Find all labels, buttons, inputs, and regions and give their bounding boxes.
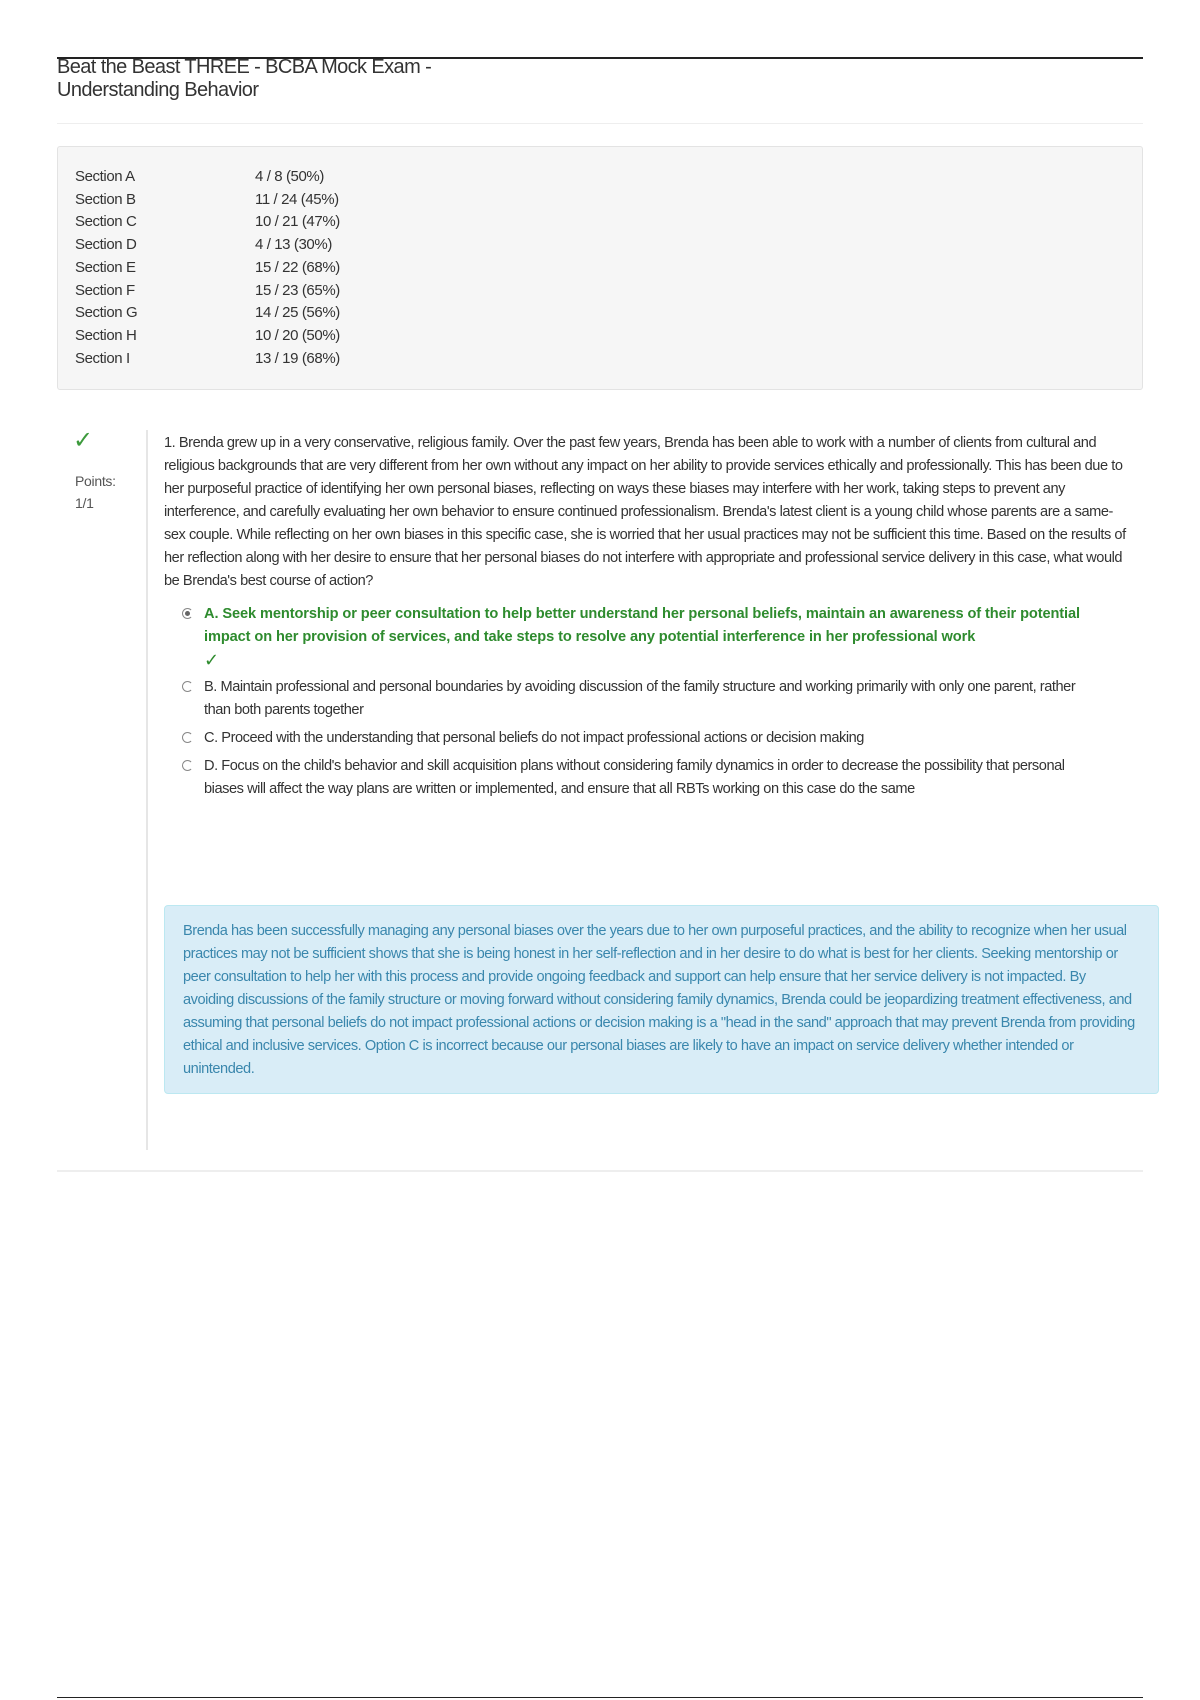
table-row bbox=[75, 165, 340, 188]
title-divider bbox=[57, 123, 1143, 124]
radio-icon[interactable] bbox=[182, 681, 193, 692]
answer-option-label: D. Focus on the child's behavior and skill acquisition plans without considering family dynamics in order to decrease the possibility that personal biases will affect the way plans are written or implemented, and ensure that all RBTs working on this case do the same bbox=[204, 758, 1065, 797]
section-score: 15 / 23 (65%) bbox=[255, 281, 340, 299]
question-divider bbox=[146, 430, 148, 1150]
section-score: 14 / 25 (56%) bbox=[255, 304, 340, 322]
section-name: Section E bbox=[75, 258, 136, 276]
section-name: Section H bbox=[75, 327, 137, 345]
table-row bbox=[75, 302, 340, 325]
points-value: 1/1 bbox=[75, 495, 94, 511]
section-results-panel bbox=[57, 146, 1143, 390]
question-end-divider bbox=[57, 1170, 1143, 1172]
section-score: 13 / 19 (68%) bbox=[255, 349, 340, 367]
table-row bbox=[75, 279, 340, 302]
table-row bbox=[75, 324, 340, 347]
section-score: 11 / 24 (45%) bbox=[255, 190, 339, 208]
section-score: 4 / 13 (30%) bbox=[255, 236, 332, 254]
exam-title bbox=[57, 56, 657, 102]
answer-option-label: B. Maintain professional and personal boundaries by avoiding discussion of the family structure and working primarily with only one parent, rather than both parents together bbox=[204, 679, 1076, 718]
answer-option-label: A. Seek mentorship or peer consultation to help better understand her personal beliefs, maintain an awareness of their potential impact on her provision of services, and take steps to resolve any potential interference in her professional work bbox=[204, 606, 1080, 645]
answer-option-label: C. Proceed with the understanding that personal beliefs do not impact professional actions or decision making bbox=[204, 730, 864, 746]
section-score: 10 / 21 (47%) bbox=[255, 213, 340, 231]
radio-selected-icon[interactable] bbox=[182, 608, 193, 619]
answer-option-c[interactable] bbox=[164, 727, 1104, 750]
correct-check-icon: ✓ bbox=[73, 427, 94, 454]
points-label: Points: bbox=[75, 473, 116, 489]
table-row bbox=[75, 256, 340, 279]
section-score: 15 / 22 (68%) bbox=[255, 258, 340, 276]
answer-explanation: Brenda has been successfully managing any personal biases over the years due to her own purposeful practices, and the ability to recognize when her usual practices may not be sufficient shows that she is being honest in her self-reflection and in her desire to do what is best for her clients. Seeking mentorship or peer consultation to help her with this process and provide ongoing feedback and support can help ensure that her service delivery is not impacted. By avoiding discussions of the family structure or moving forward without considering family dynamics, Brenda could be jeopardizing treatment effectiveness, and assuming that personal beliefs do not impact professional actions or decision making is a "head in the sand" approach that may prevent Brenda from providing ethical and inclusive services. Option C is incorrect because our personal biases are likely to have an impact on service delivery whether intended or unintended. bbox=[164, 905, 1159, 1094]
table-row bbox=[75, 233, 340, 256]
radio-icon[interactable] bbox=[182, 732, 193, 743]
section-name: Section B bbox=[75, 190, 136, 208]
section-name: Section A bbox=[75, 167, 135, 185]
section-results-table bbox=[75, 165, 340, 370]
question-text: 1. Brenda grew up in a very conservative, religious family. Over the past few years, Brenda has been able to work with a number of clients from cultural and religious backgrounds that are very different from her own without any impact on her ability to provide services ethically and professionally. This has been due to her purposeful practice of identifying her own personal biases, reflecting on ways these biases may interfere with her work, taking steps to prevent any interference, and carefully evaluating her own behavior to ensure continued professionalism. Brenda's latest client is a young child whose parents are a same-sex couple. While reflecting on her own biases in this specific case, she is worried that her usual practices may not be sufficient this time. Based on the results of her reflection along with her desire to ensure that her personal biases do not interfere with appropriate and professional service delivery in this case, what would be Brenda's best course of action? bbox=[164, 435, 1126, 589]
section-name: Section I bbox=[75, 349, 130, 367]
table-row bbox=[75, 211, 340, 234]
radio-icon[interactable] bbox=[182, 760, 193, 771]
table-row bbox=[75, 347, 340, 370]
section-score: 4 / 8 (50%) bbox=[255, 167, 324, 185]
section-name: Section F bbox=[75, 281, 135, 299]
exam-title-line-1: Beat the Beast THREE - BCBA Mock Exam - bbox=[57, 56, 432, 78]
page-bottom-rule bbox=[57, 1697, 1143, 1698]
answer-option-a[interactable] bbox=[164, 603, 1104, 671]
answer-option-b[interactable] bbox=[164, 676, 1104, 722]
option-correct-check-icon: ✓ bbox=[204, 650, 219, 670]
table-row bbox=[75, 188, 340, 211]
section-name: Section D bbox=[75, 236, 137, 254]
section-score: 10 / 20 (50%) bbox=[255, 327, 340, 345]
question-block bbox=[57, 420, 1143, 1150]
exam-title-line-2: Understanding Behavior bbox=[57, 79, 259, 101]
answer-option-d[interactable] bbox=[164, 755, 1104, 801]
section-name: Section G bbox=[75, 304, 138, 322]
section-name: Section C bbox=[75, 213, 137, 231]
question-body bbox=[164, 420, 1134, 806]
answer-options bbox=[164, 603, 1134, 801]
